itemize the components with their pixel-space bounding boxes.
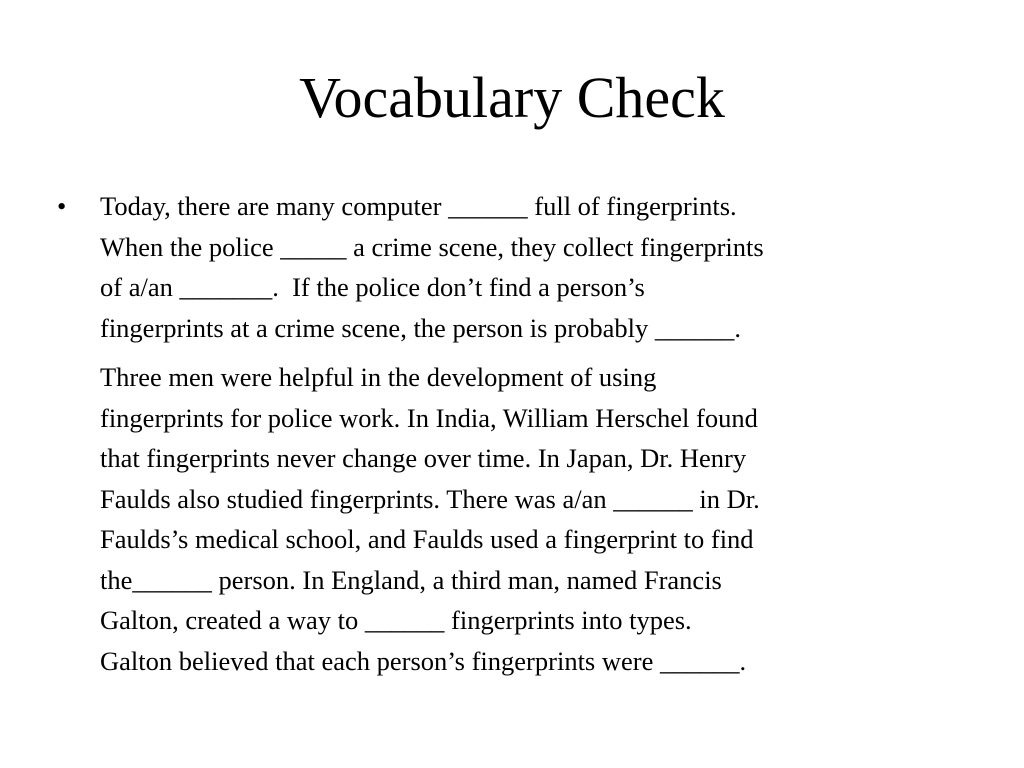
paragraph-line: When the police _____ a crime scene, they collect fingerprints xyxy=(100,231,764,262)
paragraph-line: that fingerprints never change over time. In Japan, Dr. Henry xyxy=(100,443,747,473)
slide-title: Vocabulary Check xyxy=(299,65,725,130)
slide-body xyxy=(57,186,977,681)
paragraph-line: Galton, created a way to ______ fingerprints into types. xyxy=(100,605,692,635)
paragraph-line: fingerprints at a crime scene, the person is probably ______. xyxy=(100,312,741,343)
paragraph-line: Faulds also studied fingerprints. There was a/an ______ in Dr. xyxy=(100,483,760,514)
bullet-icon: • xyxy=(57,191,67,221)
paragraph-line: of a/an _______. If the police don’t find a person’s xyxy=(100,272,645,302)
bullet-item xyxy=(57,186,977,681)
paragraph-1 xyxy=(100,186,977,348)
paragraph-line: Galton believed that each person’s fingerprints were ______. xyxy=(100,645,747,676)
paragraph-line: Today, there are many computer ______ full of fingerprints. xyxy=(100,191,737,221)
paragraph-line: Faulds’s medical school, and Faulds used a fingerprint to find xyxy=(100,524,754,554)
paragraph-line: fingerprints for police work. In India, William Herschel found xyxy=(100,402,758,433)
paragraph-line: the______ person. In England, a third man, named Francis xyxy=(100,564,722,595)
paragraph-2 xyxy=(100,357,977,681)
paragraph-line: Three men were helpful in the development of using xyxy=(100,362,657,392)
